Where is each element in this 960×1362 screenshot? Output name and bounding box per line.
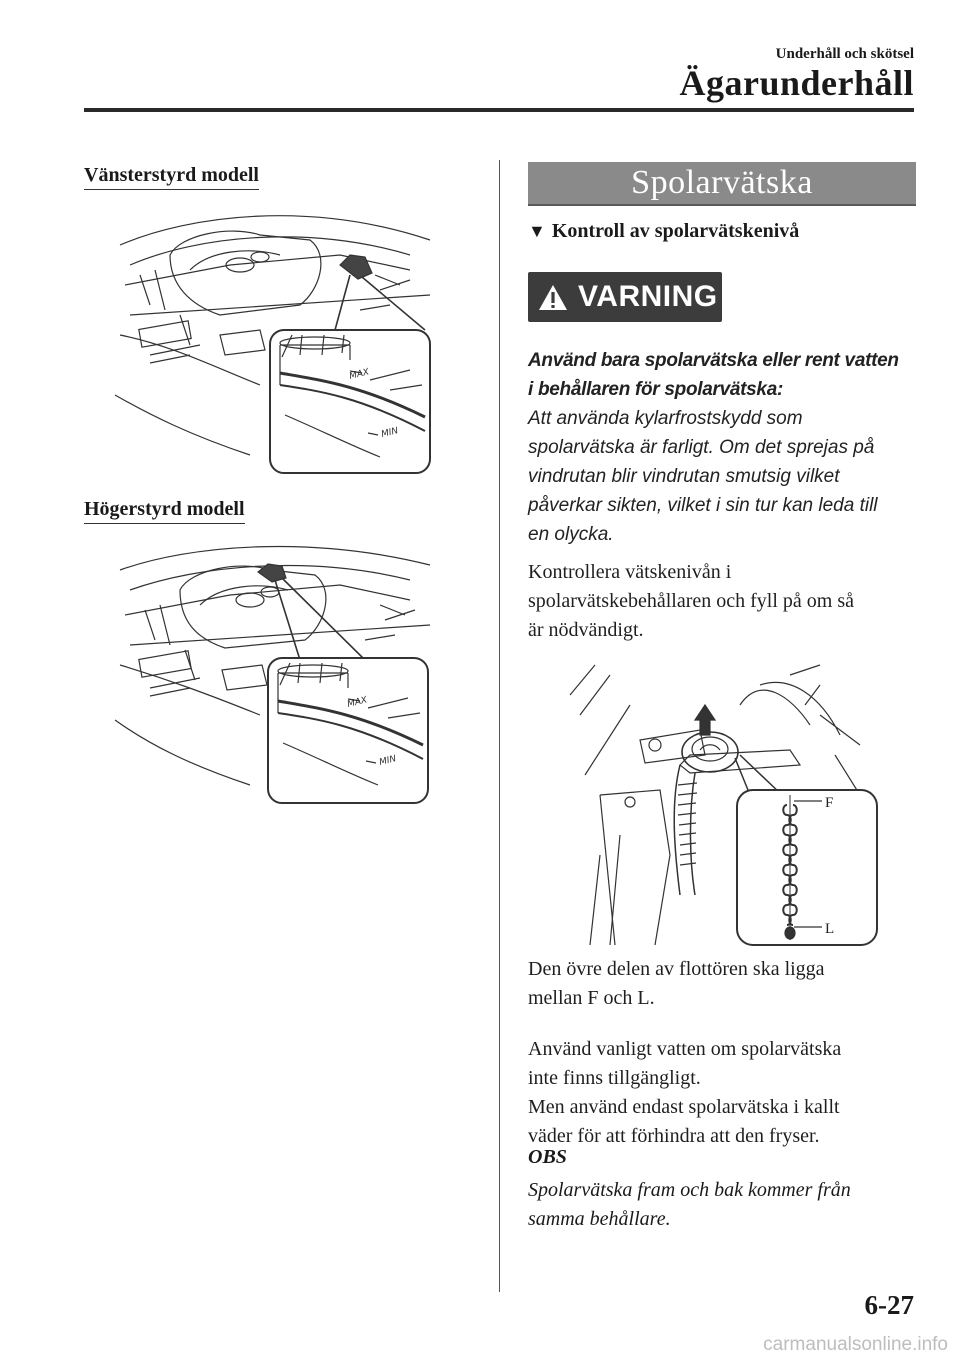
subheading-text: Kontroll av spolarvätskenivå (551, 220, 800, 242)
fig-rhd-title: Högerstyrd modell (84, 498, 245, 524)
max-label-lhd: MAX (348, 367, 371, 382)
float-label-f: F (825, 795, 834, 811)
text-line: är nödvändigt. (528, 619, 644, 641)
text-line: Spolarvätska fram och bak kommer från (528, 1179, 851, 1201)
paragraph-float-level (528, 955, 913, 1013)
paragraph-check-level (528, 558, 913, 645)
text-line: Kontrollera vätskenivån i (528, 561, 732, 583)
float-label-l: L (825, 921, 835, 937)
text-line: Använd vanligt vatten om spolarvätska (528, 1038, 842, 1060)
min-label-lhd: MIN (380, 426, 400, 440)
warning-bold-line: i behållaren för spolarvätska: (528, 379, 783, 400)
text-line: spolarvätskebehållaren och fyll på om så (528, 590, 854, 612)
header-section-label: Underhåll och skötsel (775, 46, 914, 62)
warning-text-line: påverkar sikten, vilket i sin tur kan leda till (528, 495, 878, 516)
warning-badge-text: VARNING (578, 280, 718, 313)
header-chapter-title: Ägarunderhåll (679, 63, 914, 103)
warning-text-line: en olycka. (528, 524, 614, 545)
warning-triangle-icon (538, 284, 568, 311)
subheading (528, 220, 799, 243)
fig-lhd-title: Vänsterstyrd modell (84, 164, 259, 190)
watermark: carmanualsonline.info (763, 1334, 948, 1355)
min-label-rhd: MIN (378, 754, 398, 768)
column-divider (499, 160, 500, 1292)
note-text (528, 1176, 913, 1234)
warning-text-line: Att använda kylarfrostskydd som (528, 408, 803, 429)
paragraph-water-usage (528, 1035, 913, 1151)
washer-reservoir-float-illustration (560, 655, 880, 950)
warning-bold-line: Använd bara spolarvätska eller rent vatten (528, 350, 899, 371)
engine-bay-rhd-illustration (110, 530, 440, 810)
max-label-rhd: MAX (346, 695, 369, 710)
text-line: samma behållare. (528, 1208, 671, 1230)
warning-badge (528, 272, 722, 322)
text-line: inte finns tillgängligt. (528, 1067, 701, 1089)
text-line: mellan F och L. (528, 987, 655, 1009)
text-line: väder för att förhindra att den fryser. (528, 1125, 820, 1147)
triangle-down-icon: ▼ (528, 221, 546, 241)
warning-text-line: spolarvätska är farligt. Om det sprejas på (528, 437, 875, 458)
section-heading: Spolarvätska (528, 162, 916, 206)
text-line: Men använd endast spolarvätska i kallt (528, 1096, 840, 1118)
warning-text-line: vindrutan blir vindrutan smutsig vilket (528, 466, 840, 487)
warning-body (528, 346, 918, 549)
engine-bay-lhd-illustration (110, 195, 440, 480)
page-number: 6-27 (864, 1290, 914, 1320)
text-line: Den övre delen av flottören ska ligga (528, 958, 825, 980)
header-rule (84, 108, 914, 112)
note-heading: OBS (528, 1146, 567, 1168)
